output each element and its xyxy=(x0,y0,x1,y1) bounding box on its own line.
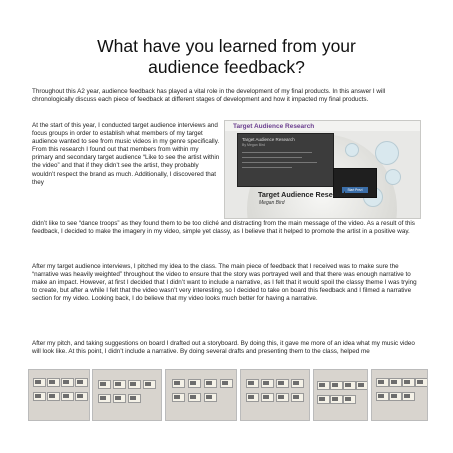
preview-line xyxy=(242,157,302,158)
storyboard-frame xyxy=(98,380,111,389)
storyboard-frame xyxy=(276,379,289,388)
prezi-circle xyxy=(385,169,401,185)
page-title: What have you learned from your audience feedback? xyxy=(97,36,356,77)
storyboard-frame xyxy=(276,393,289,402)
storyboard-frame xyxy=(317,381,330,390)
storyboard-frame xyxy=(172,393,185,402)
storyboard-photo xyxy=(371,369,428,421)
storyboard-frame xyxy=(246,379,259,388)
storyboard-photo xyxy=(240,369,310,421)
storyboard-photo xyxy=(165,369,237,421)
screenshot-header: Target Audience Research xyxy=(233,123,315,130)
storyboard-frame xyxy=(33,392,46,401)
storyboard-frame xyxy=(75,392,88,401)
storyboard-frame xyxy=(75,378,88,387)
storyboard-photo xyxy=(28,369,90,421)
storyboard-photo xyxy=(313,369,368,421)
storyboard-frame xyxy=(356,381,368,390)
storyboard-frame xyxy=(113,394,126,403)
preview-line xyxy=(242,167,292,168)
storyboard-frame xyxy=(204,379,217,388)
storyboard-frame xyxy=(330,395,343,404)
storyboard-frame xyxy=(188,393,201,402)
intro-paragraph: Throughout this A2 year, audience feedback has played a vital role in the development of my final products. In this answer I will chronologically discuss each piece of feedback at different stages of development and how it impacted my final products. xyxy=(32,88,386,104)
storyboard-frame xyxy=(113,380,126,389)
start-prezi-button[interactable]: Start Prezi xyxy=(342,187,368,193)
storyboard-frame xyxy=(47,378,60,387)
storyboard-frame xyxy=(343,381,356,390)
prezi-circle xyxy=(375,141,399,165)
storyboard-frame xyxy=(389,392,402,401)
storyboard-frame xyxy=(376,392,389,401)
slide-author: Megan Bird xyxy=(259,200,285,206)
storyboard-frame xyxy=(291,393,304,402)
paragraph-research-continued: didn’t like to see “dance troops” as they found them to be too cliché and distracting from the main message of the video. As a result of this feedback, I decided to make the imagery in my video, simple yet classy, as I believe that it helped to promote the artist in a positive way. xyxy=(32,220,415,236)
storyboard-frame xyxy=(317,395,330,404)
paragraph-research-wrapped: At the start of this year, I conducted target audience interviews and focus groups in order to establish what members of my target audience wanted to see from music videos in my genre specifically. From this research I found out that members from within my primary and secondary target audience “Like to see the artist within the video” and that if they didn’t see the artist, they probably wouldn’t respect the brand as much. Additionally, I discovered that they xyxy=(32,122,220,186)
storyboard-frame xyxy=(402,378,415,387)
storyboard-frame xyxy=(204,393,217,402)
storyboard-frame xyxy=(143,380,156,389)
storyboard-frame xyxy=(61,392,74,401)
preview-line xyxy=(242,162,317,163)
storyboard-frame xyxy=(220,379,233,388)
storyboard-frame xyxy=(172,379,185,388)
prezi-circle xyxy=(345,143,359,157)
storyboard-frame xyxy=(128,380,141,389)
preview-line xyxy=(242,152,312,153)
storyboard-frame xyxy=(47,392,60,401)
storyboard-frame xyxy=(291,379,304,388)
preview-subtitle: By Megan Bird xyxy=(242,143,265,147)
storyboard-frame xyxy=(261,393,274,402)
prezi-preview-panel xyxy=(237,133,334,187)
storyboard-frame xyxy=(415,378,428,387)
preview-title: Target Audience Research xyxy=(242,137,295,142)
slide-title: Target Audience Research xyxy=(258,190,348,199)
storyboard-frame xyxy=(33,378,46,387)
storyboard-frame xyxy=(188,379,201,388)
storyboard-frame xyxy=(402,392,415,401)
storyboard-frame xyxy=(128,394,141,403)
storyboard-frame xyxy=(246,393,259,402)
storyboard-photo xyxy=(92,369,162,421)
prezi-screenshot xyxy=(224,120,421,219)
storyboard-frame xyxy=(376,378,389,387)
storyboard-frame xyxy=(343,395,356,404)
storyboard-frame xyxy=(389,378,402,387)
storyboard-frame xyxy=(261,379,274,388)
storyboard-frame xyxy=(98,394,111,403)
paragraph-pitch: After my target audience interviews, I pitched my idea to the class. The main piece of feedback that I received was to make sure the “narrative was heavily weighted” throughout the video to ensure that the story was portrayed well and that there was enough narrative to make an impact. However, at first I decided that I didn’t want to include a narrative, as I felt that it would spoil the classy theme I was trying to create, but after a while I felt that the video wasn’t very interesting, so I decided to take on board this feedback and I filmed a narrative section for my video. Looking back, I do believe that my video looks much better for having a narrative. xyxy=(32,263,417,303)
paragraph-storyboard: After my pitch, and taking suggestions on board I drafted out a storyboard. By doing this, it gave me more of an idea what my music video will look like. At this point, I didn’t include a narrative. By doing several drafts and presenting them to the class, helped me xyxy=(32,340,415,356)
storyboard-photos xyxy=(28,369,428,421)
storyboard-frame xyxy=(330,381,343,390)
storyboard-frame xyxy=(61,378,74,387)
